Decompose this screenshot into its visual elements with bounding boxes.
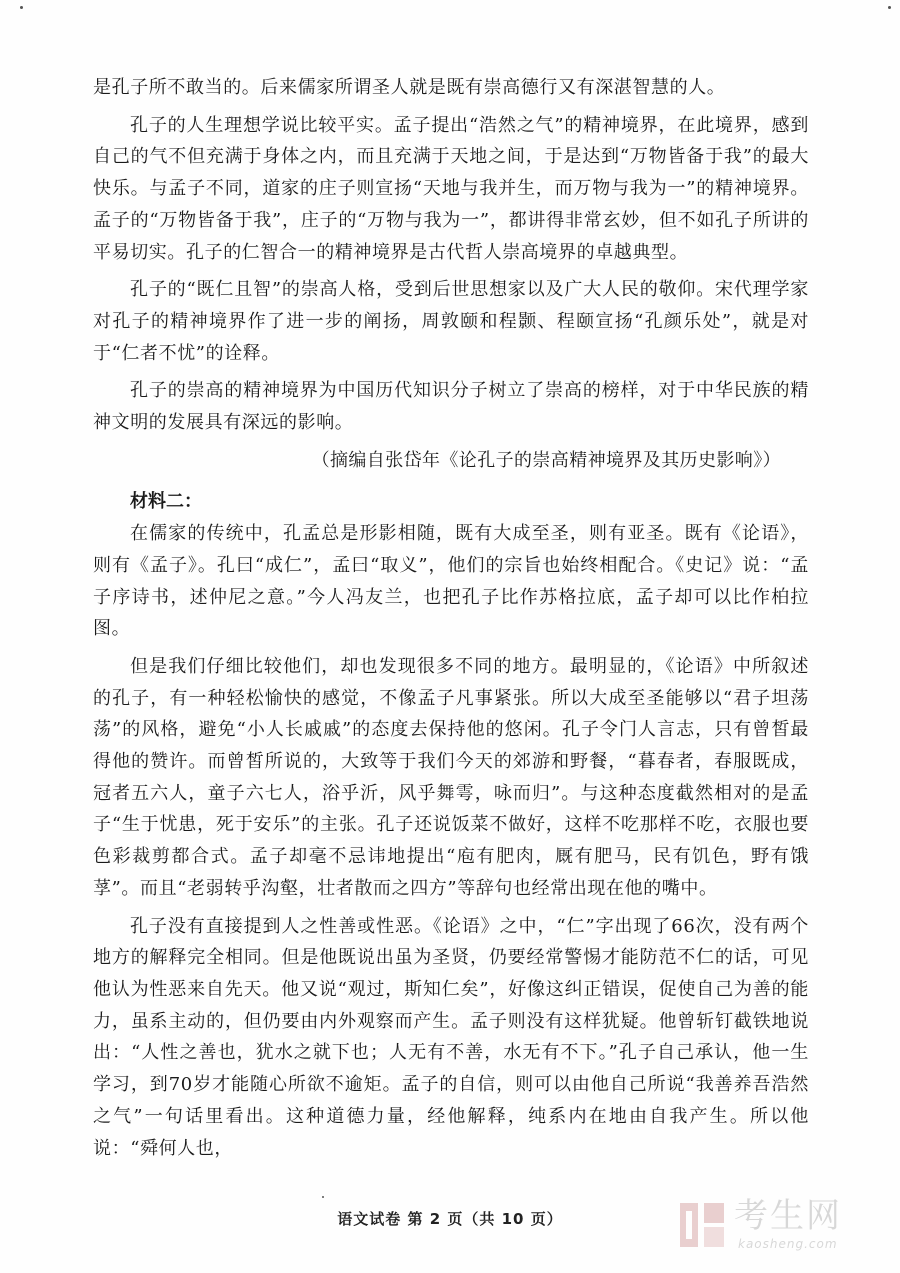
paragraph: 孔子的“既仁且智”的崇高人格，受到后世思想家以及广大人民的敬仰。宋代理学家对孔子的精神境界作了进一步的阐扬，周敦颐和程颢、程颐宣扬“孔颜乐处”，就是对于“仁者不忧”的诠释。 (93, 279, 809, 364)
paragraph: 在儒家的传统中，孔孟总是形影相随，既有大成至圣，则有亚圣。既有《论语》，则有《孟子》。孔曰“成仁”，孟曰“取义”，他们的宗旨也始终相配合。《史记》说：“孟子序诗书，述仲尼之意。”今人冯友兰，也把孔子比作苏格拉底，孟子却可以比作柏拉图。 (93, 523, 809, 640)
paragraph: 孔子的崇高的精神境界为中国历代知识分子树立了崇高的榜样，对于中华民族的精神文明的发展具有深远的影响。 (93, 380, 809, 434)
page-body (93, 72, 809, 1164)
watermark-logo-icon (676, 1199, 728, 1251)
watermark-title: 考生网 (734, 1196, 842, 1236)
source-citation: （摘编自张岱年《论孔子的崇高精神境界及其历史影响》） (311, 449, 781, 471)
paragraph: 孔子没有直接提到人之性善或性恶。《论语》之中，“仁”字出现了66次，没有两个地方的解释完全相同。但是他既说出虽为圣贤，仍要经常警惕才能防范不仁的话，可见他认为性恶来自先天。他又说“观过，斯知仁矣”，好像这纠正错误，促使自己为善的能力，虽系主动的，但仍要由内外观察而产生。孟子则没有这样犹疑。他曾斩钉截铁地说出：“人性之善也，犹水之就下也；人无有不善，水无有不下。”孔子自己承认，他一生学习，到70岁才能随心所欲不逾矩。孟子的自信，则可以由他自己所说“我善养吾浩然之气”一句话里看出。这种道德力量，经他解释，纯系内在地由自我产生。所以他说：“舜何人也， (93, 915, 809, 1159)
section-heading-material-two: 材料二： (130, 491, 202, 513)
paragraph: 孔子的人生理想学说比较平实。孟子提出“浩然之气”的精神境界，在此境界，感到自己的气不但充满于身体之内，而且充满于天地之间，于是达到“万物皆备于我”的最大快乐。与孟子不同，道家的庄子则宣扬“天地与我并生，而万物与我为一”的精神境界。孟子的“万物皆备于我”，庄子的“万物与我为一”，都讲得非常玄妙，但不如孔子所讲的平易切实。孔子的仁智合一的精神境界是古代哲人崇高境界的卓越典型。 (93, 114, 809, 263)
watermark-url: kaosheng.com (738, 1237, 838, 1251)
scan-speck (888, 6, 891, 9)
paragraph: 但是我们仔细比较他们，却也发现很多不同的地方。最明显的，《论语》中所叙述的孔子，有一种轻松愉快的感觉，不像孟子凡事紧张。所以大成至圣能够以“君子坦荡荡”的风格，避免“小人长戚戚”的态度去保持他的悠闲。孔子令门人言志，只有曾皙最得他的赞许。而曾皙所说的，大致等于我们今天的郊游和野餐，“暮春者，春服既成，冠者五六人，童子六七人，浴乎沂，风乎舞雩，咏而归”。与这种态度截然相对的是孟子“生于忧患，死于安乐”的主张。孔子还说饭菜不做好，这样不吃那样不吃，衣服也要色彩裁剪都合式。孟子却毫不忌讳地提出“庖有肥肉，厩有肥马，民有饥色，野有饿莩”。而且“老弱转乎沟壑，壮者散而之四方”等辞句也经常出现在他的嘴中。 (93, 655, 809, 899)
site-watermark (676, 1195, 886, 1257)
page-footer: 语文试卷 第 2 页（共 10 页） (337, 1210, 563, 1228)
paragraph-continuation: 是孔子所不敢当的。后来儒家所谓圣人就是既有崇高德行又有深湛智慧的人。 (93, 77, 726, 98)
scan-speck (20, 6, 23, 9)
scan-speck (322, 1196, 324, 1198)
